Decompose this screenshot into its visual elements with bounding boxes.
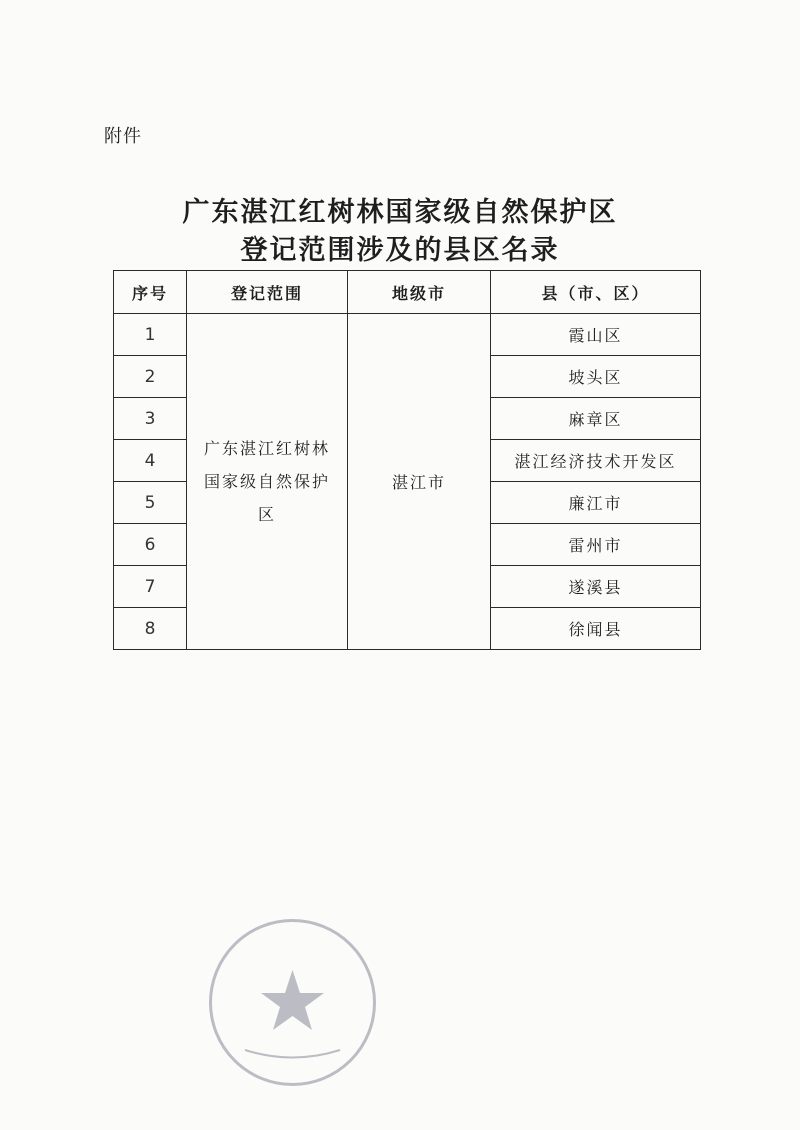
row-number: 1	[114, 314, 187, 356]
document-title-line2: 登记范围涉及的县区名录	[240, 235, 560, 266]
table-header-row	[114, 271, 701, 314]
row-number: 2	[114, 356, 187, 398]
header-scope: 登记范围	[187, 271, 348, 314]
row-number: 3	[114, 398, 187, 440]
city-cell: 湛江市	[348, 314, 491, 650]
seal-arc	[245, 1050, 340, 1058]
county-cell: 坡头区	[491, 356, 701, 398]
star-icon	[261, 970, 324, 1030]
county-cell: 麻章区	[491, 398, 701, 440]
row-number: 4	[114, 440, 187, 482]
county-cell: 遂溪县	[491, 566, 701, 608]
scope-cell: 广东湛江红树林国家级自然保护区	[187, 314, 348, 650]
header-city: 地级市	[348, 271, 491, 314]
row-number: 7	[114, 566, 187, 608]
registration-table	[113, 270, 701, 650]
row-number: 5	[114, 482, 187, 524]
table-row	[114, 314, 701, 356]
header-county: 县（市、区）	[491, 271, 701, 314]
county-cell: 徐闻县	[491, 608, 701, 650]
row-number: 8	[114, 608, 187, 650]
attachment-label: 附件	[104, 126, 142, 147]
county-cell: 雷州市	[491, 524, 701, 566]
official-seal	[205, 915, 380, 1090]
row-number: 6	[114, 524, 187, 566]
county-cell: 湛江经济技术开发区	[491, 440, 701, 482]
header-number: 序号	[114, 271, 187, 314]
county-cell: 廉江市	[491, 482, 701, 524]
document-title-line1: 广东湛江红树林国家级自然保护区	[182, 197, 618, 228]
county-cell: 霞山区	[491, 314, 701, 356]
